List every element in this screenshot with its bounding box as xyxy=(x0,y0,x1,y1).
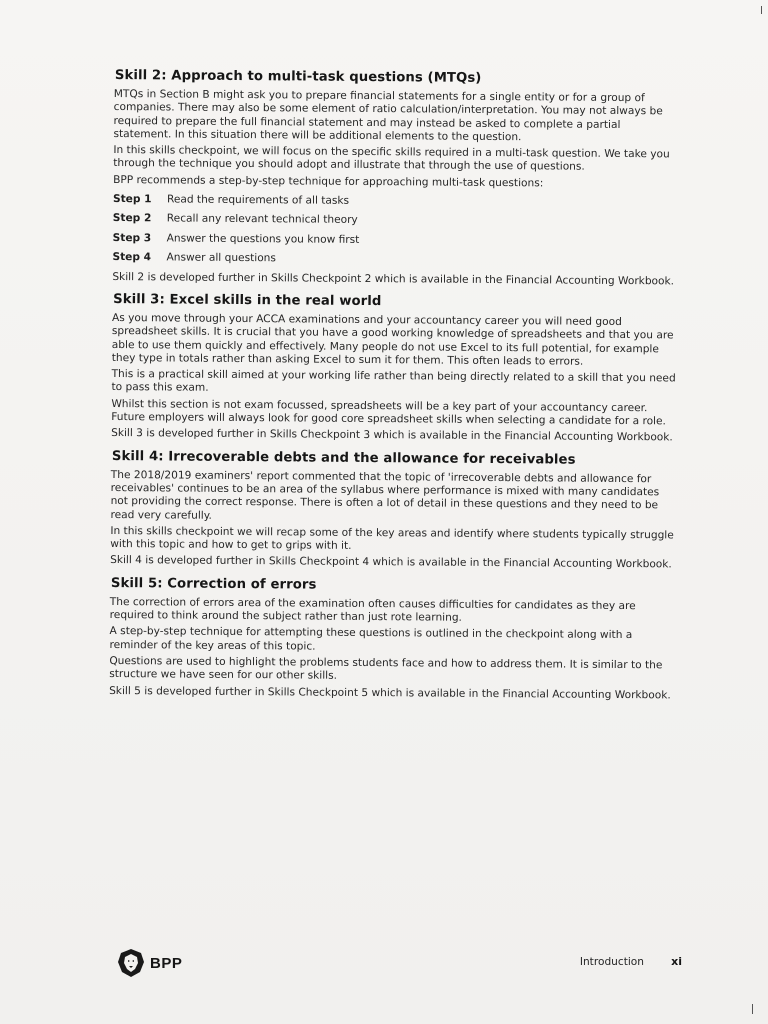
skill-4-paragraph-3: Skill 4 is developed further in Skills Checkpoint 4 which is available in the Financial Accounting Workbook. xyxy=(110,554,672,571)
lion-head-icon xyxy=(116,948,146,978)
skill-5-heading: Skill 5: Correction of errors xyxy=(110,575,317,593)
skill-3-paragraph-1: As you move through your ACCA examinations and your accountancy career you will need good spreadsheet skills. It is crucial that you have a good working knowledge of spreadsheets and that you are able to use them quickly and effectively. Many people do not use Excel to its full potential, for example they type in totals rather than asking Excel to sum it for them. This often leads to errors. xyxy=(111,311,674,368)
skill-5-section xyxy=(109,576,678,703)
page-content xyxy=(109,68,682,710)
skill-2-section xyxy=(112,68,682,288)
bpp-logo xyxy=(116,948,182,978)
skill-5-paragraph-1: The correction of errors area of the examination often causes difficulties for candidates as they are required to think around the subject rather than just rote learning. xyxy=(109,595,636,624)
skill-3-paragraph-3: Whilst this section is not exam focussed, spreadsheets will be a key part of your accountancy career. Future employers will always look for good core spreadsheet skills when selecting a candidate for a role. xyxy=(111,397,666,428)
step-text: Answer the questions you know first xyxy=(166,232,360,246)
skill-2-paragraph-3: BPP recommends a step-by-step technique for approaching multi-task questions: xyxy=(113,173,544,190)
skill-4-paragraph-2: In this skills checkpoint we will recap some of the key areas and identify where students typically struggle with this topic and how to get to grips with it. xyxy=(110,524,674,553)
step-list xyxy=(112,190,681,272)
skill-5-paragraph-3: Questions are used to highlight the problems students face and how to address them. It is similar to the structure we have seen for our other skills. xyxy=(109,654,663,683)
skill-2-paragraph-1: MTQs in Section B might ask you to prepare financial statements for a single entity or for a group of companies. There may also be some element of ratio calculation/interpretation. You may not always be required to prepare the full financial statement and may instead be asked to complete a partial statement. In this situation there will be additional elements to the question. xyxy=(113,87,663,144)
footer-section-label: Introduction xyxy=(579,956,644,968)
scan-mark xyxy=(752,1004,753,1014)
step-item xyxy=(112,248,680,272)
skill-2-closing: Skill 2 is developed further in Skills Checkpoint 2 which is available in the Financial Accounting Workbook. xyxy=(112,270,675,288)
step-text: Recall any relevant technical theory xyxy=(166,212,358,227)
step-text: Read the requirements of all tasks xyxy=(166,193,350,207)
skill-5-paragraph-4: Skill 5 is developed further in Skills Checkpoint 5 which is available in the Financial Accounting Workbook. xyxy=(109,684,671,701)
step-number: Step 4 xyxy=(112,251,152,264)
skill-2-paragraph-2: In this skills checkpoint, we will focus on the specific skills required in a multi-task question. We take you through the technique you should adopt and illustrate that through the use of questions. xyxy=(113,144,670,174)
page-number: xi xyxy=(671,955,682,968)
skill-5-paragraph-2: A step-by-step technique for attempting these questions is outlined in the checkpoint along with a reminder of the key areas of this topic. xyxy=(109,625,633,653)
skill-3-paragraph-4: Skill 3 is developed further in Skills Checkpoint 3 which is available in the Financial Accounting Workbook. xyxy=(111,427,673,444)
step-number: Step 1 xyxy=(112,193,152,206)
skill-4-heading: Skill 4: Irrecoverable debts and the allowance for receivables xyxy=(111,448,576,468)
scan-mark xyxy=(761,6,762,14)
skill-2-heading: Skill 2: Approach to multi-task questions (MTQs) xyxy=(114,68,482,86)
step-text: Answer all questions xyxy=(166,251,276,265)
step-number: Step 3 xyxy=(112,231,152,245)
skill-3-section xyxy=(111,292,680,445)
step-number: Step 2 xyxy=(112,212,152,225)
page-footer xyxy=(116,946,682,982)
skill-3-paragraph-2: This is a practical skill aimed at your working life rather than being directly related to a skill that you need to pass this exam. xyxy=(111,368,676,395)
skill-3-heading: Skill 3: Excel skills in the real world xyxy=(113,292,382,310)
logo-text: BPP xyxy=(150,954,183,972)
skill-4-paragraph-1: The 2018/2019 examiners' report commented that the topic of 'irrecoverable debts and allowance for receivables' continues to be an area of the syllabus where performance is mixed with many candidates not providing the correct response. There is often a lot of detail in these questions and they need to be read very carefully. xyxy=(110,468,660,522)
skill-4-section xyxy=(110,449,679,573)
